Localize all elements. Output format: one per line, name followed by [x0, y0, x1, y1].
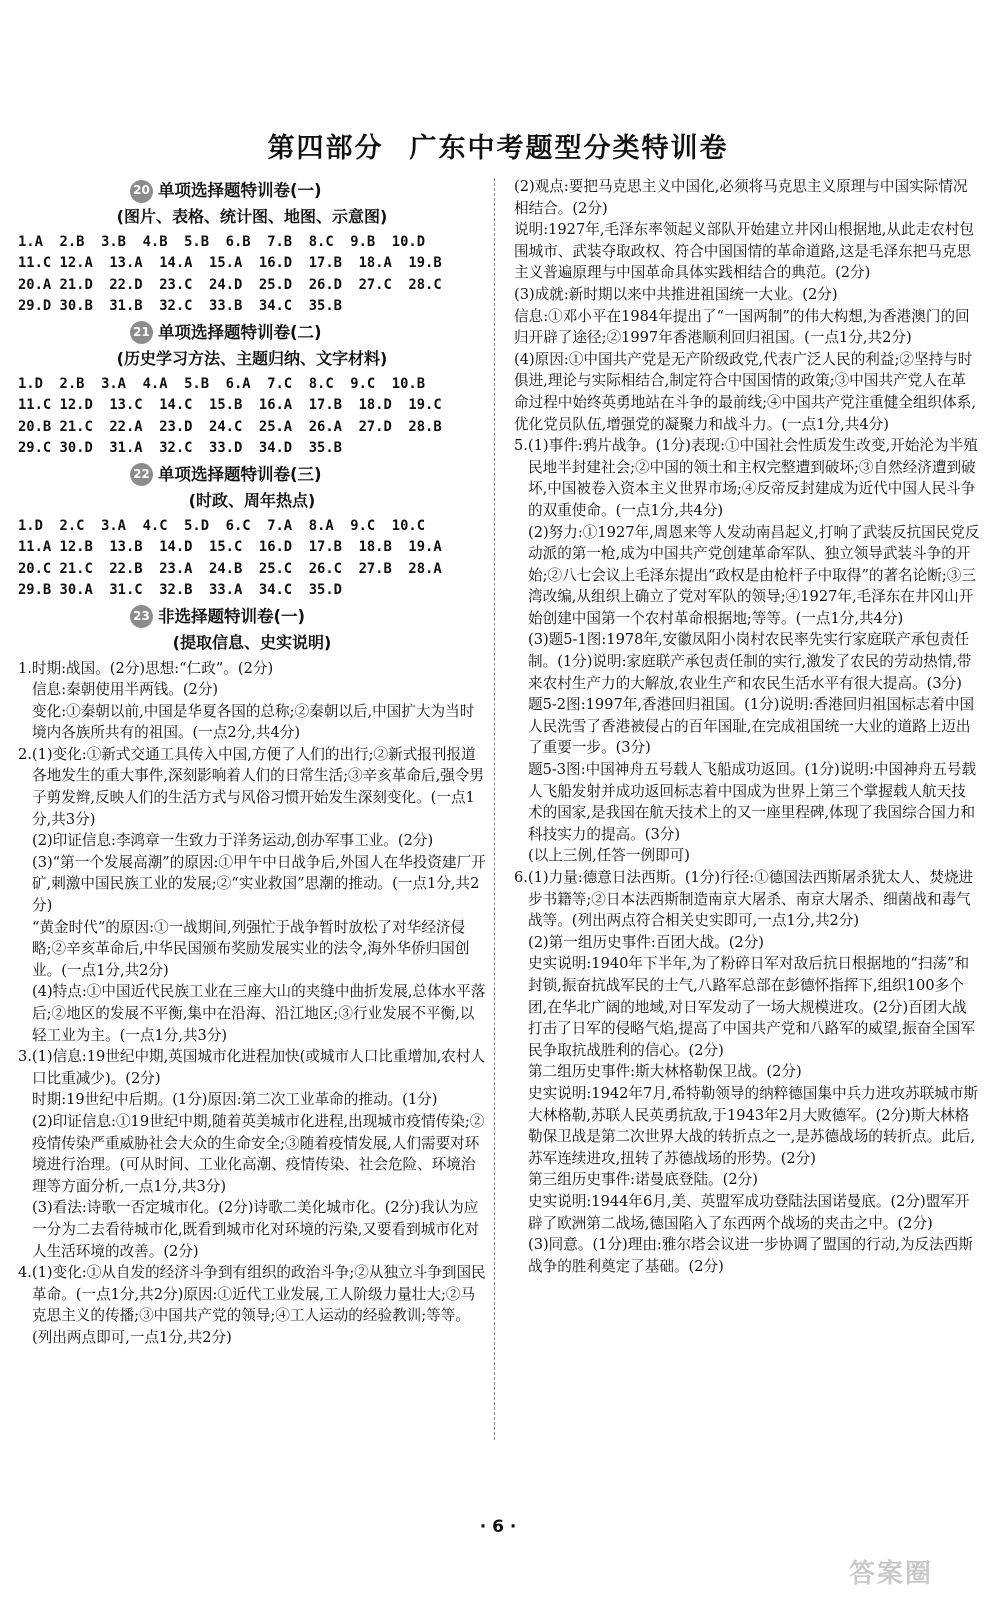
answer-paragraph: (2)第一组历史事件:百团大战。(2分) [528, 933, 764, 951]
answer-paragraph: (2)努力:①1927年,周恩来等人发动南昌起义,打响了武装反抗国民党反动派的第一枪,成为中国共产党创建革命军队、独立领导武装斗争的开始;②八七会议上毛泽东提出“政权是由枪杆子中取得”的著名论断;③三湾改编,从组织上确立了党对军队的领导;④1927年,毛泽东在井冈山开始创建中国第一个农村革命根据地;等等。(一点1分,共4分) [528, 523, 980, 627]
answer-paragraph: 2.(1)变化:①新式交通工具传入中国,方便了人们的出行;②新式报刊报道各地发生的重大事件,深刻影响着人们的日常生活;③辛亥革命后,强令男子剪发辫,反映人们的生活方式与风俗习惯开始发生深刻变化。(一点1分,共3分) [18, 745, 485, 828]
right-column [514, 176, 980, 1277]
section-subtitle: (时政、周年热点) [188, 490, 316, 510]
answer-row: 11.C 12.D 13.C 14.C 15.B 16.A 17.B 18.D 19.C [18, 397, 442, 414]
answer-paragraph: (以上三例,任答一例即可) [528, 847, 690, 865]
column-divider [494, 178, 495, 1440]
answer-paragraph: (4)原因:①中国共产党是无产阶级政党,代表广泛人民的利益;②坚持与时俱进,理论与实际相结合,制定符合中国国情的政策;③中国共产党人在革命过程中始终英勇地站在斗争的最前线;④中国共产党注重健全组织体系,优化党员队伍,增强党的凝聚力和战斗力。(一点1分,共4分) [514, 350, 976, 433]
section-number-badge: 22 [130, 463, 153, 486]
answer-paragraph: 3.(1)信息:19世纪中期,英国城市化进程加快(或城市人口比重增加,农村人口比重减少)。(2分) [18, 1048, 486, 1087]
answer-row: 1.D 2.B 3.A 4.A 5.B 6.A 7.C 8.C 9.C 10.B [18, 375, 426, 392]
section-number-badge: 20 [130, 180, 153, 203]
answer-paragraph: (2)印证信息:①19世纪中期,随着英美城市化进程,出现城市疫情传染;②疫情传染严重威胁社会大众的生命安全;③随着疫情发展,人们需要对环境进行治理。(可从时间、工业化高潮、疫情传染、社会危险、环境治理等方面分析,一点1分,共3分) [32, 1112, 485, 1195]
answer-row: 29.C 30.D 31.A 32.C 33.D 34.D 35.B [18, 440, 342, 457]
answer-q1 [18, 658, 486, 744]
answer-row: 11.C 12.A 13.A 14.A 15.A 16.D 17.B 18.A 19.B [18, 255, 442, 272]
answer-row: 20.C 21.C 22.B 23.A 24.B 25.C 26.C 27.B 28.A [18, 560, 442, 577]
answer-q4-cont [514, 176, 980, 435]
section-title: 单项选择题特训卷(二) [158, 323, 322, 343]
answer-paragraph: (4)特点:①中国近代民族工业在三座大山的夹缝中曲折发展,总体水平落后;②地区的发展不平衡,集中在沿海、沿江地区;③行业发展不平衡,以轻工业为主。(一点1分,共3分) [32, 983, 486, 1044]
section-number-badge: 23 [130, 605, 153, 628]
answer-paragraph: (3)同意。(1分)理由:雅尔塔会议进一步协调了盟国的行动,为反法西斯战争的胜利奠定了基础。(2分) [528, 1236, 973, 1275]
answer-paragraph: 信息:秦朝使用半两钱。(2分) [32, 681, 219, 699]
section-subtitle: (图片、表格、统计图、地图、示意图) [116, 207, 388, 226]
answer-row: 20.A 21.D 22.D 23.C 24.D 25.D 26.D 27.C 28.C [18, 276, 442, 293]
answer-paragraph: (3)题5-1图:1978年,安徽凤阳小岗村农民率先实行家庭联产承包责任制。(1分)说明:家庭联产承包责任制的实行,激发了农民的劳动热情,带来农村生产力的大解放,农业生产和农民生活水平有很大提高。(3分) [528, 631, 972, 692]
section-title: 单项选择题特训卷(三) [158, 465, 322, 485]
section-20 [18, 178, 486, 318]
answer-paragraph: (2)印证信息:李鸿章一生致力于洋务运动,创办军事工业。(2分) [32, 832, 434, 850]
answer-paragraph: 第三组历史事件:诺曼底登陆。(2分) [528, 1171, 758, 1189]
answer-paragraph: 变化:①秦朝以前,中国是华夏各国的总称;②秦朝以后,中国扩大为当时境内各族所共有的祖国。(一点2分,共4分) [32, 702, 475, 742]
answer-paragraph: (2)观点:要把马克思主义中国化,必须将马克思主义原理与中国实际情况相结合。(2分) [514, 178, 968, 217]
section-title: 单项选择题特训卷(一) [158, 181, 322, 201]
answer-paragraph: “黄金时代”的原因:①一战期间,列强忙于战争暂时放松了对华经济侵略;②辛亥革命后,中华民国颁布奖励发展实业的法令,海外华侨归国创业。(一点1分,共2分) [32, 918, 470, 979]
answer-q6 [514, 867, 980, 1277]
answer-paragraph: 6.(1)力量:德意日法西斯。(1分)行径:①德国法西斯屠杀犹太人、焚烧进步书籍等;②日本法西斯制造南京大屠杀、南京大屠杀、细菌战和毒气战等。(列出两点符合相关史实即可,一点1分,共2分) [514, 869, 974, 930]
answer-paragraph: 史实说明:1944年6月,美、英盟军成功登陆法国诺曼底。(2分)盟军开辟了欧洲第二战场,德国陷入了东西两个战场的夹击之中。(2分) [528, 1192, 970, 1232]
answer-row: 29.D 30.B 31.B 32.C 33.B 34.C 35.B [18, 298, 342, 315]
answer-row: 11.A 12.B 13.B 14.D 15.C 16.D 17.B 18.B 19.A [18, 539, 442, 556]
answer-paragraph: (3)看法:诗歌一否定城市化。(2分)诗歌二美化城市化。(2分)我认为应一分为二去看待城市化,既看到城市化对环境的污染,又要看到城市化对人生活环境的改善。(2分) [32, 1199, 480, 1260]
answer-paragraph: 4.(1)变化:①从自发的经济斗争到有组织的政治斗争;②从独立斗争到国民革命。(一点1分,共2分)原因:①近代工业发展,工人阶级力量壮大;②马克思主义的传播;③中国共产党的领导;④工人运动的经验教训;等等。(列出两点即可,一点1分,共2分) [18, 1264, 486, 1346]
answer-q4 [18, 1262, 486, 1348]
answer-paragraph: (3)“第一个发展高潮”的原因:①甲午中日战争后,外国人在华投资建厂开矿,刺激中国民族工业的发展;②“实业救国”思潮的推动。(一点1分,共2分) [32, 853, 486, 915]
section-title: 非选择题特训卷(一) [158, 607, 306, 627]
section-23 [18, 604, 486, 654]
answer-q2 [18, 744, 486, 1046]
watermark-logo: 答案圈 [848, 1559, 933, 1589]
answer-paragraph: 5.(1)事件:鸦片战争。(1分)表现:①中国社会性质发生改变,开始沦为半殖民地半封建社会;②中国的领土和主权完整遭到破坏;③自然经济遭到破坏,中国被卷入资本主义世界市场;④反帝反封建成为近代中国人民斗争的双重使命。(一点1分,共4分) [514, 437, 978, 519]
answer-paragraph: 说明:1927年,毛泽东率领起义部队开始建立井冈山根据地,从此走农村包围城市、武装夺取政权、符合中国国情的革命道路,这是毛泽东把马克思主义普遍原理与中国革命具体实践相结合的典范。(2分) [514, 221, 974, 282]
section-subtitle: (历史学习方法、主题归纳、文字材料) [116, 348, 388, 368]
answer-paragraph: (3)成就:新时期以来中共推进祖国统一大业。(2分) [514, 285, 838, 303]
answer-paragraph: 史实说明:1942年7月,希特勒领导的纳粹德国集中兵力进攻苏联城市斯大林格勒,苏联人民英勇抗敌,于1943年2月大败德军。(2分)斯大林格勒保卫战是第二次世界大战的转折点之一,是苏德战场的转折点。此后,苏军连续进攻,扭转了苏德战场的形势。(2分) [528, 1084, 979, 1167]
section-number-badge: 21 [130, 321, 153, 344]
answer-row: 1.A 2.B 3.B 4.B 5.B 6.B 7.B 8.C 9.B 10.D [18, 233, 426, 250]
answer-paragraph: 史实说明:1940年下半年,为了粉碎日军对敌后抗日根据地的“扫荡”和封锁,振奋抗战军民的士气,八路军总部在彭德怀指挥下,组织100多个团,在华北广阔的地域,对日军发动了一场大规模进攻。(2分)百团大战打击了日军的侵略气焰,提高了中国共产党和八路军的威望,振奋全国军民争取抗战胜利的信心。(2分) [528, 955, 976, 1059]
answer-paragraph: 题5-2图:1997年,香港回归祖国。(1分)说明:香港回归祖国标志着中国人民洗雪了香港被侵占的百年国耻,在完成祖国统一大业的道路上迈出了重要一步。(3分) [528, 696, 975, 757]
section-subtitle: (提取信息、史实说明) [172, 632, 332, 652]
answer-paragraph: 题5-3图:中国神舟五号载人飞船成功返回。(1分)说明:中国神舟五号载人飞船发射并成功返回标志着中国成为世界上第三个掌握载人航天技术的国家,是我国在航天技术上的又一座里程碑,体现了我国综合国力和科技实力的提高。(3分) [528, 761, 977, 843]
answer-row: 29.B 30.A 31.C 32.B 33.A 34.C 35.D [18, 582, 342, 599]
left-column [18, 176, 486, 1349]
answer-paragraph: 时期:19世纪中后期。(1分)原因:第二次工业革命的推动。(1分) [32, 1091, 438, 1109]
answer-row: 20.B 21.C 22.A 23.D 24.C 25.A 26.A 27.D 28.B [18, 418, 442, 435]
page-number: · 6 · [479, 1517, 517, 1537]
answer-row: 1.D 2.C 3.A 4.C 5.D 6.C 7.A 8.A 9.C 10.C [18, 517, 426, 534]
section-22 [18, 462, 486, 602]
answer-q5 [514, 435, 980, 867]
answer-paragraph: 第二组历史事件:斯大林格勒保卫战。(2分) [528, 1063, 802, 1081]
answer-paragraph: 信息:①邓小平在1984年提出了“一国两制”的伟大构想,为香港澳门的回归开辟了途径;②1997年香港顺利回归祖国。(一点1分,共2分) [514, 307, 970, 347]
answer-paragraph: 1.时期:战国。(2分)思想:“仁政”。(2分) [18, 659, 274, 677]
answer-q3 [18, 1046, 486, 1262]
page-title: 第四部分 广东中考题型分类特训卷 [267, 133, 729, 164]
section-21 [18, 320, 486, 460]
